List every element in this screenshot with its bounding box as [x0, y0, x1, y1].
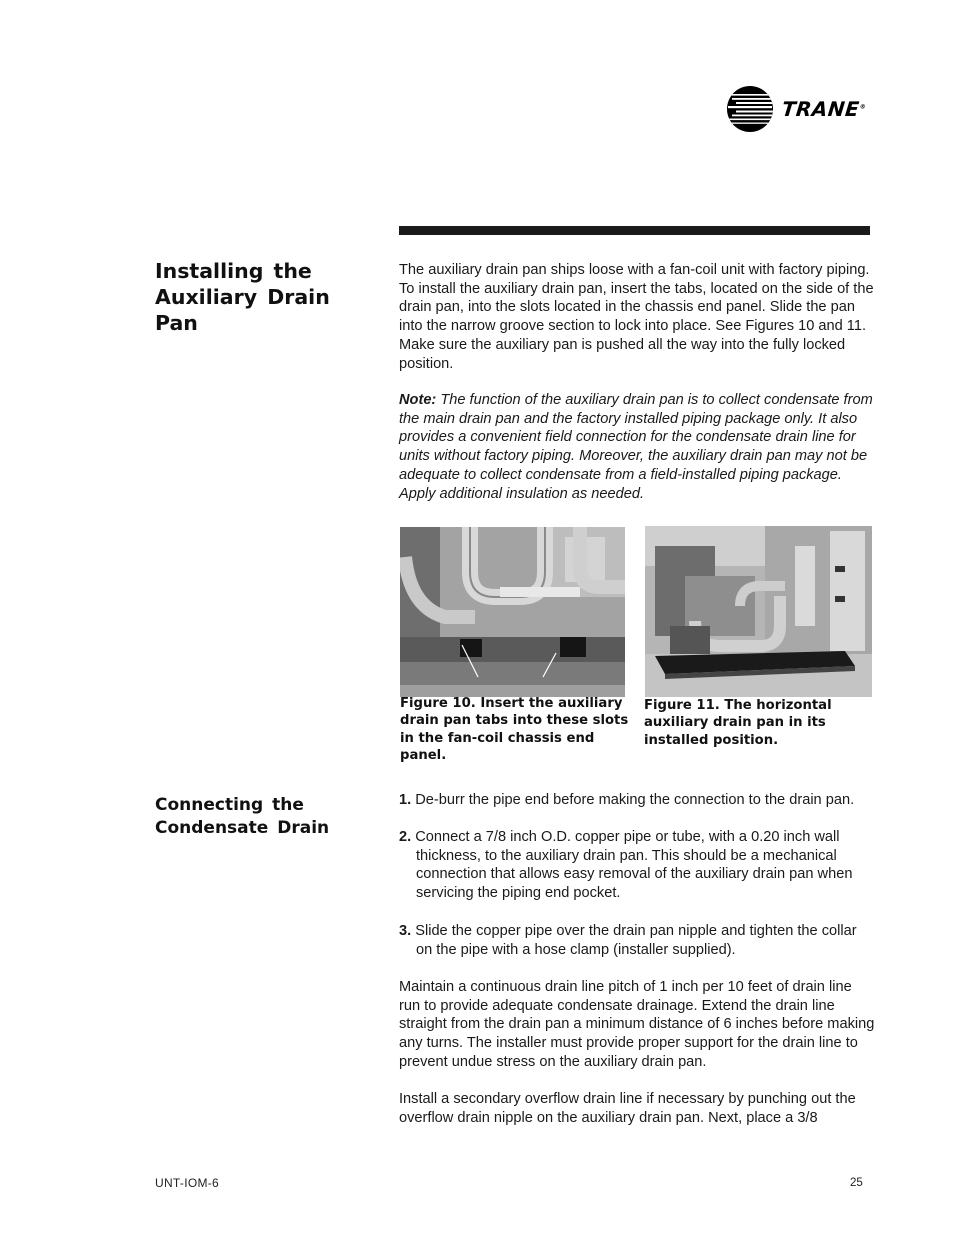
connecting-heading: Connecting the Condensate Drain	[155, 795, 330, 838]
step-2	[399, 828, 875, 903]
step-3	[399, 922, 875, 959]
pitch-paragraph: Maintain a continuous drain line pitch of 1 inch per 10 feet of drain line run to provide adequate condensate drainage. Extend the drain line straight from the drain pan a minimum distance of 6 inches before making any turns. The installer must provide proper support for the drain line to prevent undue stress on the auxiliary drain pan.	[399, 979, 875, 1070]
figure-10-caption: Figure 10. Insert the auxiliary drain pan tabs into these slots in the fan-coil chassis end panel.	[400, 696, 629, 763]
install-paragraph: The auxiliary drain pan ships loose with a fan-coil unit with factory piping. To install the auxiliary drain pan, insert the tabs, located on the side of the drain pan, into the slots located in the chassis end panel. Slide the pan into the narrow groove section to lock into place. See Figures 10 and 11. Make sure the auxiliary pan is pushed all the way into the fully locked position.	[399, 262, 874, 372]
trane-logo	[726, 85, 871, 133]
document-id: UNT-IOM-6	[155, 1176, 220, 1190]
overflow-paragraph: Install a secondary overflow drain line if necessary by punching out the overflow drain nipple on the auxiliary drain pan. Next, place a 3/8	[399, 1091, 856, 1126]
step-2-number: 2.	[399, 829, 412, 845]
figure-11-caption: Figure 11. The horizontal auxiliary drain pan in its installed position.	[644, 698, 832, 748]
step-3-text: Slide the copper pipe over the drain pan nipple and tighten the collar on the pipe with a hose clamp (installer supplied).	[411, 923, 857, 958]
note-text: The function of the auxiliary drain pan is to collect condensate from the main drain pan and the factory installed piping package only. It also provides a convenient field connection for the condensate drain line for units without factory piping. Moreover, the auxiliary drain pan may not be adequate to collect condensate from a field-installed piping package. Apply additional insulation as needed.	[399, 392, 873, 502]
figure-11-photo	[645, 526, 872, 697]
section-rule	[399, 226, 870, 235]
step-1	[399, 791, 875, 810]
step-1-number: 1.	[399, 792, 412, 808]
trane-globe-icon	[726, 85, 774, 133]
step-2-text: Connect a 7/8 inch O.D. copper pipe or tube, with a 0.20 inch wall thickness, to the auxiliary drain pan. This should be a mechanical connection that allows easy removal of the auxiliary drain pan when servicing the piping end pocket.	[411, 829, 853, 902]
page-number: 25	[850, 1177, 863, 1189]
figure-10-photo	[400, 527, 625, 697]
step-3-number: 3.	[399, 923, 412, 939]
install-note	[399, 391, 875, 503]
note-label: Note:	[399, 392, 437, 408]
step-1-text: De-burr the pipe end before making the connection to the drain pan.	[411, 792, 855, 808]
installing-heading: Installing the Auxiliary Drain Pan	[155, 259, 330, 335]
trane-wordmark: TRANE®	[780, 97, 867, 121]
